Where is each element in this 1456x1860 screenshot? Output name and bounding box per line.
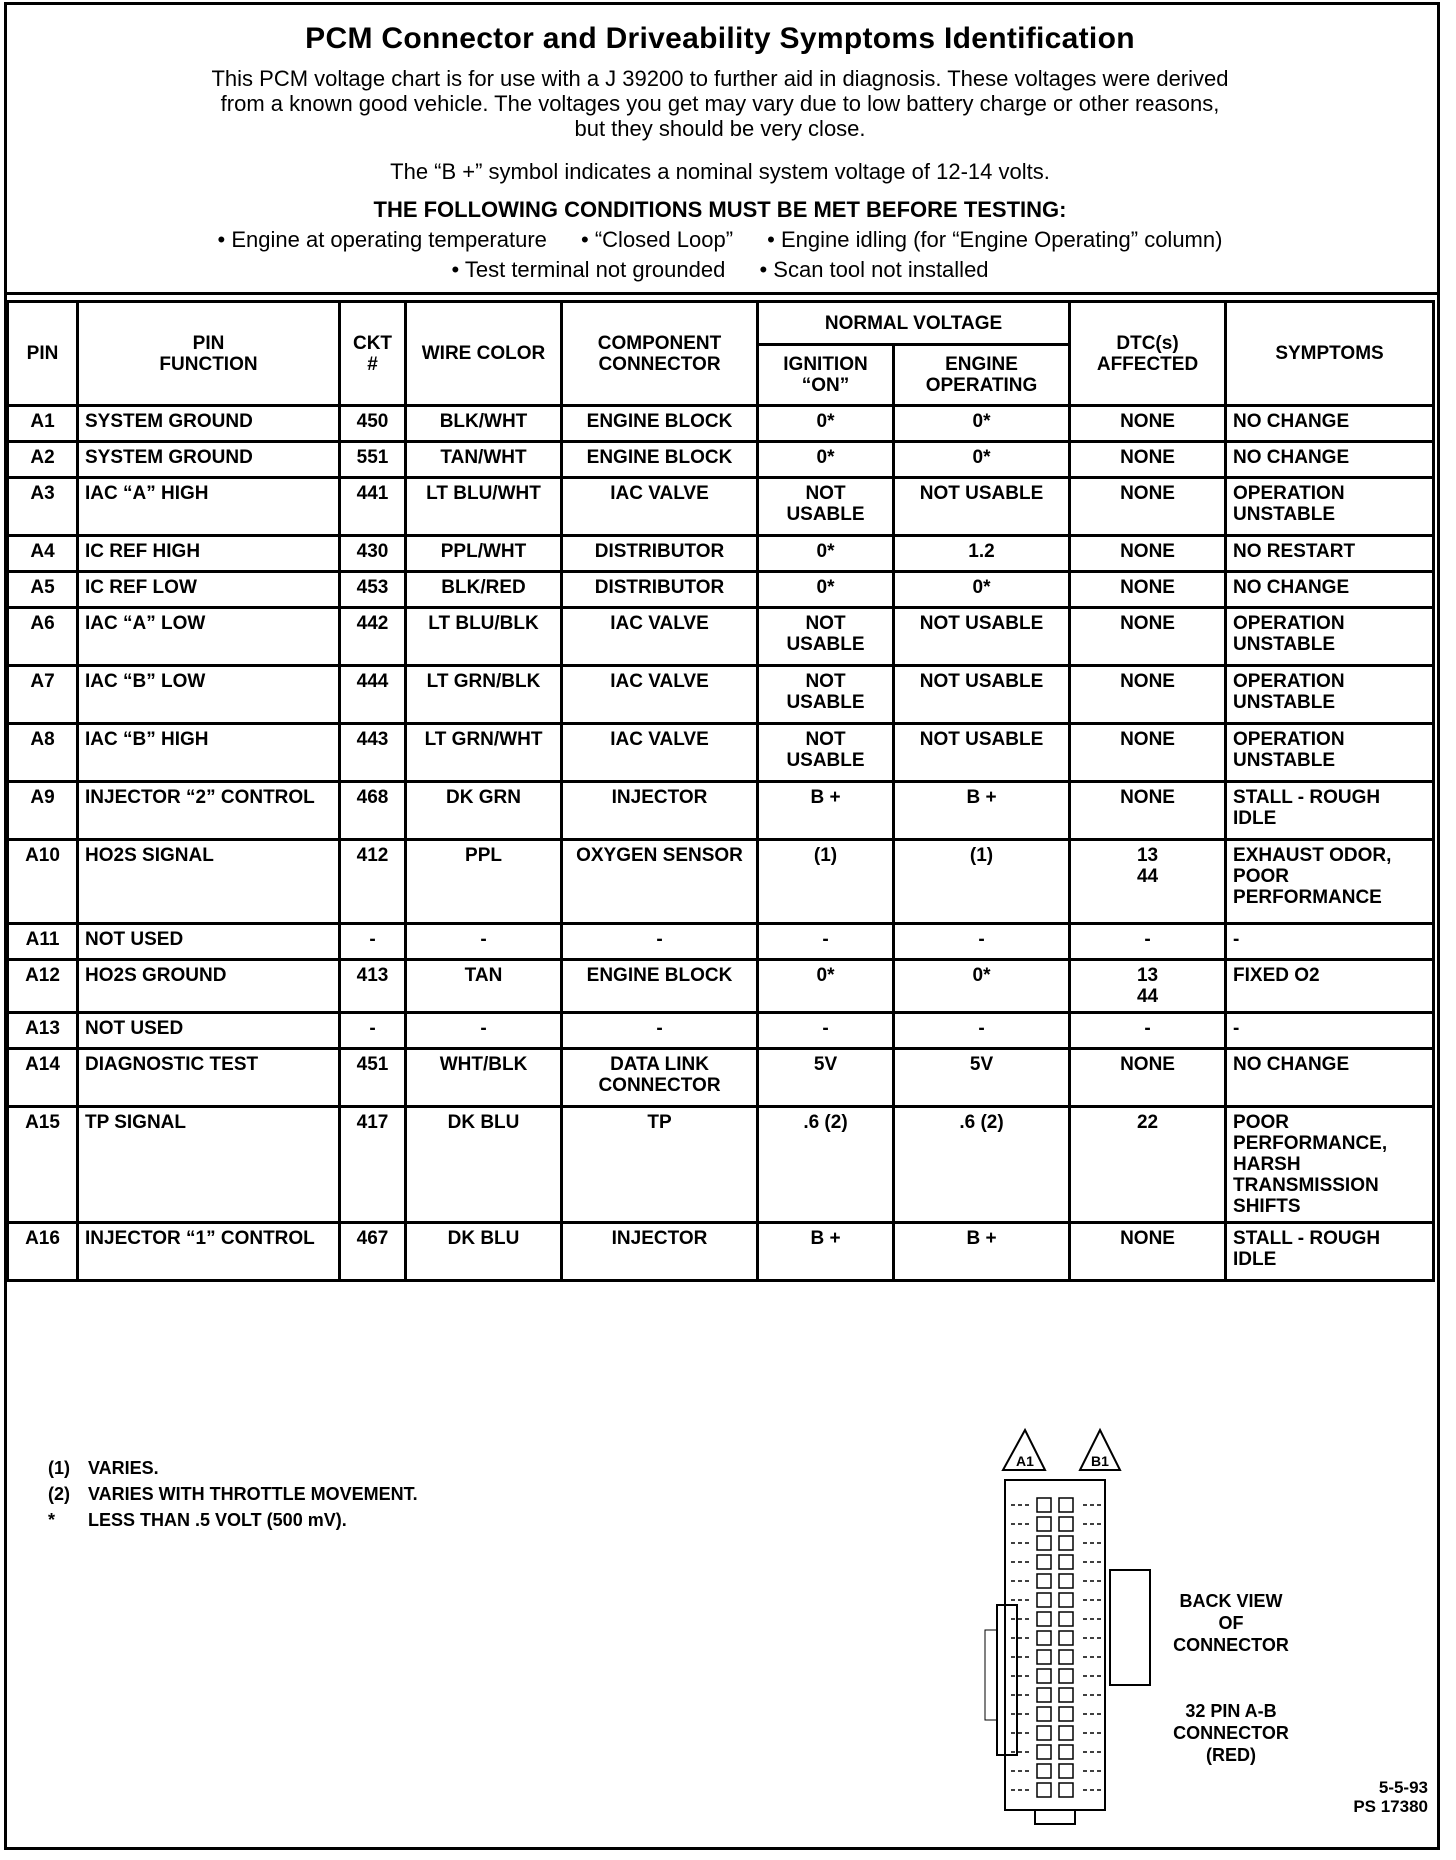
- ckt-cell: 467: [340, 1223, 406, 1281]
- function-cell: DIAGNOSTIC TEST: [78, 1049, 340, 1107]
- ckt-cell: -: [340, 1013, 406, 1049]
- component-cell: DATA LINK CONNECTOR: [562, 1049, 758, 1107]
- wire-cell: LT BLU/WHT: [406, 478, 562, 536]
- engine-cell: 0*: [894, 442, 1070, 478]
- intro-line-3: but they should be very close.: [574, 116, 866, 141]
- ignition-cell: .6 (2): [758, 1107, 894, 1223]
- engine-cell: 0*: [894, 960, 1070, 1013]
- component-cell: IAC VALVE: [562, 724, 758, 782]
- component-cell: ENGINE BLOCK: [562, 406, 758, 442]
- conditions-row-2: [10, 257, 1430, 283]
- ignition-cell: NOT USABLE: [758, 608, 894, 666]
- dtc-cell: NONE: [1070, 406, 1226, 442]
- symptoms-cell: NO RESTART: [1226, 536, 1434, 572]
- component-cell: IAC VALVE: [562, 666, 758, 724]
- condition-item: • “Closed Loop”: [581, 227, 734, 252]
- component-cell: INJECTOR: [562, 782, 758, 840]
- function-cell: INJECTOR “1” CONTROL: [78, 1223, 340, 1281]
- symptoms-cell: OPERATION UNSTABLE: [1226, 478, 1434, 536]
- back-view-label: BACK VIEW OF CONNECTOR: [1173, 1591, 1289, 1655]
- connector-pin: [1059, 1726, 1073, 1740]
- symptoms-cell: STALL - ROUGH IDLE: [1226, 782, 1434, 840]
- ckt-cell: 430: [340, 536, 406, 572]
- connector-pin: [1037, 1707, 1051, 1721]
- connector-pin: [1037, 1517, 1051, 1531]
- connector-pin: [1059, 1631, 1073, 1645]
- ignition-cell: 5V: [758, 1049, 894, 1107]
- pin-cell: A15: [8, 1107, 78, 1223]
- ckt-cell: 442: [340, 608, 406, 666]
- symptoms-cell: OPERATION UNSTABLE: [1226, 608, 1434, 666]
- conditions-title: THE FOLLOWING CONDITIONS MUST BE MET BEFORE TESTING:: [373, 197, 1067, 222]
- table-header-row: [8, 302, 1434, 345]
- table-row: [8, 960, 1434, 1013]
- engine-cell: NOT USABLE: [894, 478, 1070, 536]
- dtc-cell: NONE: [1070, 608, 1226, 666]
- engine-cell: 5V: [894, 1049, 1070, 1107]
- ref-date: 5-5-93: [1378, 1778, 1428, 1797]
- ckt-cell: 451: [340, 1049, 406, 1107]
- pin-cell: A1: [8, 406, 78, 442]
- conditions-row-1: [10, 227, 1430, 253]
- function-cell: NOT USED: [78, 924, 340, 960]
- connector-pin: [1059, 1669, 1073, 1683]
- col-ignition-on: IGNITION “ON”: [758, 345, 894, 406]
- ignition-cell: B +: [758, 782, 894, 840]
- function-cell: IAC “A” HIGH: [78, 478, 340, 536]
- dtc-cell: NONE: [1070, 782, 1226, 840]
- ckt-cell: 551: [340, 442, 406, 478]
- condition-item: • Scan tool not installed: [759, 257, 989, 282]
- col-normal-voltage: NORMAL VOLTAGE: [758, 302, 1070, 345]
- connector-pin: [1059, 1650, 1073, 1664]
- ckt-cell: 453: [340, 572, 406, 608]
- table-row: [8, 924, 1434, 960]
- wire-cell: DK BLU: [406, 1223, 562, 1281]
- function-cell: SYSTEM GROUND: [78, 442, 340, 478]
- col-dtc: DTC(s) AFFECTED: [1070, 302, 1226, 406]
- header-divider: [4, 292, 1440, 295]
- symptoms-cell: EXHAUST ODOR, POOR PERFORMANCE: [1226, 840, 1434, 924]
- ckt-cell: 413: [340, 960, 406, 1013]
- ignition-cell: B +: [758, 1223, 894, 1281]
- symptoms-cell: OPERATION UNSTABLE: [1226, 724, 1434, 782]
- pin-cell: A7: [8, 666, 78, 724]
- wire-cell: BLK/WHT: [406, 406, 562, 442]
- ckt-cell: 450: [340, 406, 406, 442]
- connector-pin: [1037, 1726, 1051, 1740]
- dtc-cell: NONE: [1070, 724, 1226, 782]
- connector-pins: [1011, 1498, 1101, 1797]
- pin-cell: A10: [8, 840, 78, 924]
- wire-cell: LT BLU/BLK: [406, 608, 562, 666]
- pin-cell: A13: [8, 1013, 78, 1049]
- reference-code: [1353, 1778, 1428, 1816]
- pin-cell: A16: [8, 1223, 78, 1281]
- pin-cell: A11: [8, 924, 78, 960]
- engine-cell: NOT USABLE: [894, 608, 1070, 666]
- intro-line-2: from a known good vehicle. The voltages you get may vary due to low battery charge or other reasons,: [220, 91, 1220, 116]
- ignition-cell: 0*: [758, 572, 894, 608]
- table-row: [8, 840, 1434, 924]
- pin-cell: A14: [8, 1049, 78, 1107]
- connector-type-label: 32 PIN A-B CONNECTOR (RED): [1173, 1701, 1289, 1765]
- component-cell: -: [562, 1013, 758, 1049]
- ref-ps: PS 17380: [1353, 1797, 1428, 1816]
- bplus-note: The “B +” symbol indicates a nominal system voltage of 12-14 volts.: [390, 159, 1050, 184]
- wire-cell: BLK/RED: [406, 572, 562, 608]
- col-pin: PIN: [8, 302, 78, 406]
- ckt-cell: 441: [340, 478, 406, 536]
- condition-item: • Test terminal not grounded: [451, 257, 726, 282]
- engine-cell: B +: [894, 782, 1070, 840]
- connector-pin: [1037, 1688, 1051, 1702]
- table-row: [8, 572, 1434, 608]
- symptoms-cell: NO CHANGE: [1226, 1049, 1434, 1107]
- ckt-cell: -: [340, 924, 406, 960]
- wire-cell: LT GRN/WHT: [406, 724, 562, 782]
- function-cell: IAC “A” LOW: [78, 608, 340, 666]
- connector-pin: [1059, 1764, 1073, 1778]
- connector-pin: [1037, 1498, 1051, 1512]
- function-cell: INJECTOR “2” CONTROL: [78, 782, 340, 840]
- function-cell: IAC “B” LOW: [78, 666, 340, 724]
- pin-cell: A3: [8, 478, 78, 536]
- component-cell: ENGINE BLOCK: [562, 442, 758, 478]
- col-engine-operating: ENGINE OPERATING: [894, 345, 1070, 406]
- ignition-cell: -: [758, 1013, 894, 1049]
- function-cell: IAC “B” HIGH: [78, 724, 340, 782]
- wire-cell: DK BLU: [406, 1107, 562, 1223]
- dtc-cell: NONE: [1070, 1049, 1226, 1107]
- symptoms-cell: NO CHANGE: [1226, 442, 1434, 478]
- component-cell: TP: [562, 1107, 758, 1223]
- connector-pin: [1037, 1555, 1051, 1569]
- symptoms-cell: FIXED O2: [1226, 960, 1434, 1013]
- header: [10, 6, 1430, 292]
- connector-pin: [1059, 1536, 1073, 1550]
- pcm-table: [6, 300, 1435, 1282]
- dtc-cell: 22: [1070, 1107, 1226, 1223]
- wire-cell: -: [406, 924, 562, 960]
- engine-cell: NOT USABLE: [894, 724, 1070, 782]
- svg-text:B1: B1: [1091, 1453, 1109, 1469]
- ignition-cell: NOT USABLE: [758, 478, 894, 536]
- connector-diagram: [975, 1420, 1165, 1830]
- function-cell: HO2S GROUND: [78, 960, 340, 1013]
- wire-cell: PPL/WHT: [406, 536, 562, 572]
- page-title: PCM Connector and Driveability Symptoms Identification: [305, 22, 1135, 55]
- connector-pin: [1037, 1536, 1051, 1550]
- connector-pin: [1059, 1517, 1073, 1531]
- connector-pin: [1037, 1612, 1051, 1626]
- connector-pin: [1059, 1707, 1073, 1721]
- wire-cell: WHT/BLK: [406, 1049, 562, 1107]
- footnote-item: (1) VARIES.: [48, 1458, 159, 1478]
- wire-cell: TAN: [406, 960, 562, 1013]
- connector-pin: [1037, 1745, 1051, 1759]
- connector-pin: [1059, 1688, 1073, 1702]
- table-row: [8, 442, 1434, 478]
- dtc-cell: NONE: [1070, 572, 1226, 608]
- connector-pin: [1037, 1669, 1051, 1683]
- col-wire-color: WIRE COLOR: [406, 302, 562, 406]
- ckt-cell: 417: [340, 1107, 406, 1223]
- symptoms-cell: -: [1226, 924, 1434, 960]
- ignition-cell: 0*: [758, 960, 894, 1013]
- function-cell: SYSTEM GROUND: [78, 406, 340, 442]
- table-row: [8, 1107, 1434, 1223]
- connector-pin: [1037, 1593, 1051, 1607]
- ignition-cell: -: [758, 924, 894, 960]
- connector-a1-marker: [1003, 1430, 1045, 1470]
- pin-cell: A9: [8, 782, 78, 840]
- connector-pin: [1059, 1555, 1073, 1569]
- engine-cell: 0*: [894, 572, 1070, 608]
- ckt-cell: 443: [340, 724, 406, 782]
- ignition-cell: 0*: [758, 406, 894, 442]
- footnote-item: * LESS THAN .5 VOLT (500 mV).: [48, 1510, 347, 1530]
- connector-pin: [1037, 1764, 1051, 1778]
- symptoms-cell: NO CHANGE: [1226, 572, 1434, 608]
- function-cell: IC REF LOW: [78, 572, 340, 608]
- intro-line-1: This PCM voltage chart is for use with a J 39200 to further aid in diagnosis. These voltages were derived: [211, 66, 1229, 91]
- function-cell: IC REF HIGH: [78, 536, 340, 572]
- table-row: [8, 724, 1434, 782]
- connector-pin: [1059, 1574, 1073, 1588]
- pin-cell: A12: [8, 960, 78, 1013]
- ckt-cell: 444: [340, 666, 406, 724]
- dtc-cell: -: [1070, 924, 1226, 960]
- component-cell: DISTRIBUTOR: [562, 536, 758, 572]
- col-component: COMPONENT CONNECTOR: [562, 302, 758, 406]
- connector-b1-marker: [1080, 1430, 1120, 1470]
- component-cell: INJECTOR: [562, 1223, 758, 1281]
- table-row: [8, 1049, 1434, 1107]
- ignition-cell: NOT USABLE: [758, 724, 894, 782]
- symptoms-cell: STALL - ROUGH IDLE: [1226, 1223, 1434, 1281]
- component-cell: OXYGEN SENSOR: [562, 840, 758, 924]
- symptoms-cell: NO CHANGE: [1226, 406, 1434, 442]
- table-row: [8, 536, 1434, 572]
- pin-cell: A6: [8, 608, 78, 666]
- dtc-cell: NONE: [1070, 478, 1226, 536]
- function-cell: TP SIGNAL: [78, 1107, 340, 1223]
- footnote-item: (2) VARIES WITH THROTTLE MOVEMENT.: [48, 1484, 418, 1504]
- symptoms-cell: POOR PERFORMANCE, HARSH TRANSMISSION SHIFTS: [1226, 1107, 1434, 1223]
- symptoms-cell: OPERATION UNSTABLE: [1226, 666, 1434, 724]
- connector-pin: [1059, 1593, 1073, 1607]
- table-row: [8, 1013, 1434, 1049]
- col-symptoms: SYMPTOMS: [1226, 302, 1434, 406]
- function-cell: HO2S SIGNAL: [78, 840, 340, 924]
- symptoms-cell: -: [1226, 1013, 1434, 1049]
- connector-pin: [1059, 1745, 1073, 1759]
- engine-cell: NOT USABLE: [894, 666, 1070, 724]
- dtc-cell: 13 44: [1070, 960, 1226, 1013]
- component-cell: DISTRIBUTOR: [562, 572, 758, 608]
- footnotes: [48, 1455, 418, 1533]
- table-row: [8, 1223, 1434, 1281]
- connector-pin: [1037, 1574, 1051, 1588]
- pin-cell: A2: [8, 442, 78, 478]
- connector-pin: [1037, 1631, 1051, 1645]
- component-cell: ENGINE BLOCK: [562, 960, 758, 1013]
- pin-cell: A4: [8, 536, 78, 572]
- dtc-cell: NONE: [1070, 536, 1226, 572]
- component-cell: IAC VALVE: [562, 608, 758, 666]
- ignition-cell: NOT USABLE: [758, 666, 894, 724]
- ckt-cell: 412: [340, 840, 406, 924]
- pin-cell: A8: [8, 724, 78, 782]
- engine-cell: 1.2: [894, 536, 1070, 572]
- wire-cell: PPL: [406, 840, 562, 924]
- condition-item: • Engine at operating temperature: [217, 227, 547, 252]
- connector-pin: [1059, 1498, 1073, 1512]
- dtc-cell: 13 44: [1070, 840, 1226, 924]
- table-row: [8, 782, 1434, 840]
- component-cell: -: [562, 924, 758, 960]
- connector-pin: [1059, 1612, 1073, 1626]
- col-pin-function: PIN FUNCTION: [78, 302, 340, 406]
- dtc-cell: NONE: [1070, 442, 1226, 478]
- table-row: [8, 478, 1434, 536]
- ignition-cell: (1): [758, 840, 894, 924]
- table-row: [8, 666, 1434, 724]
- engine-cell: 0*: [894, 406, 1070, 442]
- table-row: [8, 608, 1434, 666]
- dtc-cell: -: [1070, 1013, 1226, 1049]
- wire-cell: LT GRN/BLK: [406, 666, 562, 724]
- connector-pin: [1037, 1650, 1051, 1664]
- engine-cell: (1): [894, 840, 1070, 924]
- wire-cell: -: [406, 1013, 562, 1049]
- dtc-cell: NONE: [1070, 666, 1226, 724]
- ckt-cell: 468: [340, 782, 406, 840]
- engine-cell: -: [894, 924, 1070, 960]
- wire-cell: TAN/WHT: [406, 442, 562, 478]
- function-cell: NOT USED: [78, 1013, 340, 1049]
- dtc-cell: NONE: [1070, 1223, 1226, 1281]
- engine-cell: .6 (2): [894, 1107, 1070, 1223]
- ignition-cell: 0*: [758, 536, 894, 572]
- wire-cell: DK GRN: [406, 782, 562, 840]
- pin-cell: A5: [8, 572, 78, 608]
- svg-text:A1: A1: [1016, 1453, 1034, 1469]
- engine-cell: B +: [894, 1223, 1070, 1281]
- col-ckt: CKT #: [340, 302, 406, 406]
- component-cell: IAC VALVE: [562, 478, 758, 536]
- ignition-cell: 0*: [758, 442, 894, 478]
- intro-text: [44, 66, 1396, 141]
- engine-cell: -: [894, 1013, 1070, 1049]
- table-row: [8, 406, 1434, 442]
- condition-item: • Engine idling (for “Engine Operating” column): [767, 227, 1223, 252]
- connector-pin: [1037, 1783, 1051, 1797]
- connector-pin: [1059, 1783, 1073, 1797]
